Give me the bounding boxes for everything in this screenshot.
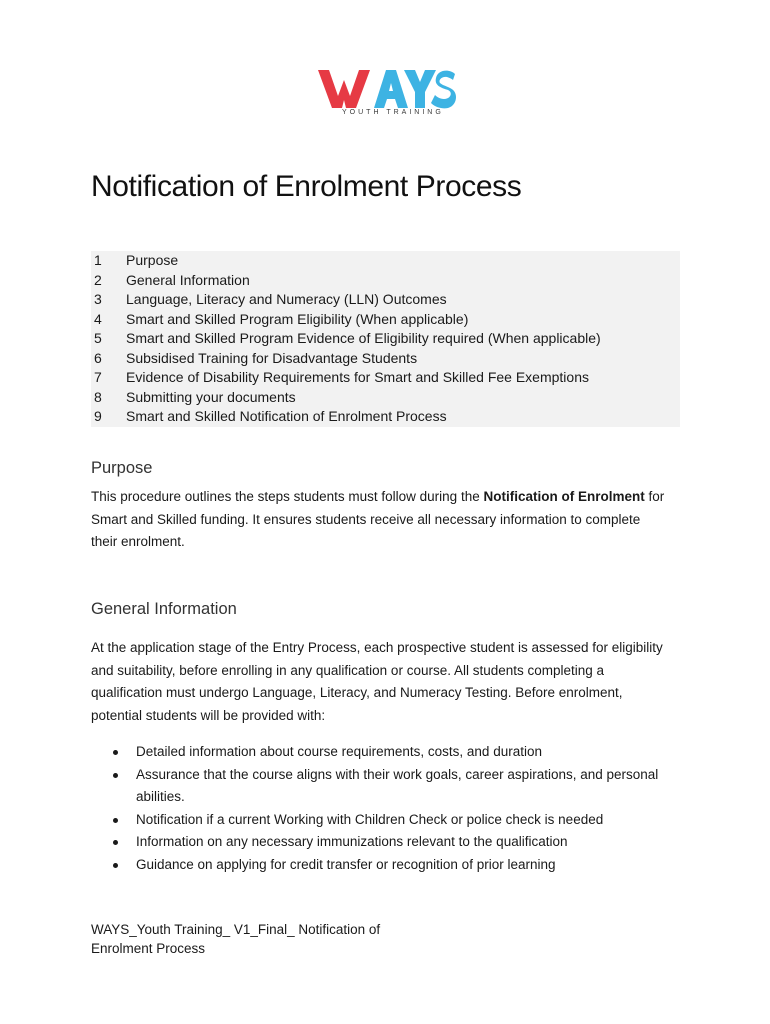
list-item	[110, 764, 670, 809]
toc-item-label: Language, Literacy and Numeracy (LLN) Outcomes	[126, 291, 447, 307]
requirements-list	[110, 741, 670, 876]
toc-item[interactable]	[91, 349, 680, 369]
ways-logo	[316, 66, 456, 120]
toc-item[interactable]	[91, 310, 680, 330]
bullet-icon	[113, 863, 118, 868]
toc-item[interactable]	[91, 388, 680, 408]
bullet-icon	[113, 840, 118, 845]
purpose-bold-text: Notification of Enrolment	[483, 489, 645, 504]
list-item-text: Notification if a current Working with Children Check or police check is needed	[136, 811, 604, 827]
purpose-text-before: This procedure outlines the steps students must follow during the	[91, 489, 484, 504]
toc-item-number: 9	[94, 408, 102, 424]
toc-item-label: Subsidised Training for Disadvantage Students	[126, 349, 418, 366]
toc-item-number: 7	[94, 369, 102, 385]
list-item	[110, 831, 670, 854]
toc-item-number: 6	[94, 349, 102, 366]
toc-item-label: Smart and Skilled Program Eligibility (When applicable)	[126, 310, 469, 327]
toc-item-label: Smart and Skilled Notification of Enrolment Process	[126, 408, 447, 424]
toc-item[interactable]	[91, 271, 680, 291]
toc-item-label: Submitting your documents	[126, 388, 296, 405]
list-item-text: Information on any necessary immunizations relevant to the qualification	[136, 834, 568, 849]
toc-item[interactable]	[91, 407, 680, 427]
general-information-paragraph: At the application stage of the Entry Process, each prospective student is assessed for eligibility and suitability, before enrolling in any qualification or course. All students completing a qualification must undergo Language, Literacy, and Numeracy Testing. Before enrolment, potential students will be provided with:	[91, 640, 663, 723]
page-title: Notification of Enrolment Process	[91, 170, 522, 203]
toc-item-number: 1	[94, 252, 102, 268]
list-item	[110, 741, 670, 764]
toc-item-number: 4	[94, 310, 102, 327]
general-information-heading: General Information	[91, 600, 237, 618]
list-item-text: Assurance that the course aligns with their work goals, career aspirations, and personal abilities.	[136, 766, 659, 804]
purpose-text-after: for Smart and Skilled funding. It ensures students receive all necessary information to complete their enrolment.	[91, 489, 665, 549]
table-of-contents	[91, 251, 680, 427]
toc-item-number: 5	[94, 330, 102, 346]
list-item	[110, 854, 670, 877]
toc-item-number: 8	[94, 388, 102, 405]
toc-item-number: 3	[94, 291, 102, 307]
purpose-heading: Purpose	[91, 459, 153, 477]
toc-item[interactable]	[91, 251, 680, 271]
toc-item-label: Evidence of Disability Requirements for Smart and Skilled Fee Exemptions	[126, 369, 589, 385]
logo-subtitle: YOUTH TRAINING	[342, 109, 444, 116]
bullet-icon	[113, 773, 118, 778]
purpose-paragraph	[91, 486, 666, 554]
bullet-icon	[113, 818, 118, 823]
toc-item-number: 2	[94, 271, 102, 288]
toc-item[interactable]	[91, 368, 680, 388]
toc-item[interactable]	[91, 290, 680, 310]
toc-item[interactable]	[91, 329, 680, 349]
toc-item-label: Smart and Skilled Program Evidence of Eligibility required (When applicable)	[126, 330, 601, 346]
document-footer: WAYS_Youth Training_ V1_Final_ Notification of Enrolment Process	[91, 922, 381, 956]
toc-item-label: Purpose	[126, 252, 179, 268]
bullet-icon	[113, 750, 118, 755]
list-item	[110, 809, 670, 832]
list-item-text: Detailed information about course requirements, costs, and duration	[136, 744, 542, 759]
list-item-text: Guidance on applying for credit transfer or recognition of prior learning	[136, 856, 556, 872]
toc-item-label: General Information	[126, 271, 250, 288]
